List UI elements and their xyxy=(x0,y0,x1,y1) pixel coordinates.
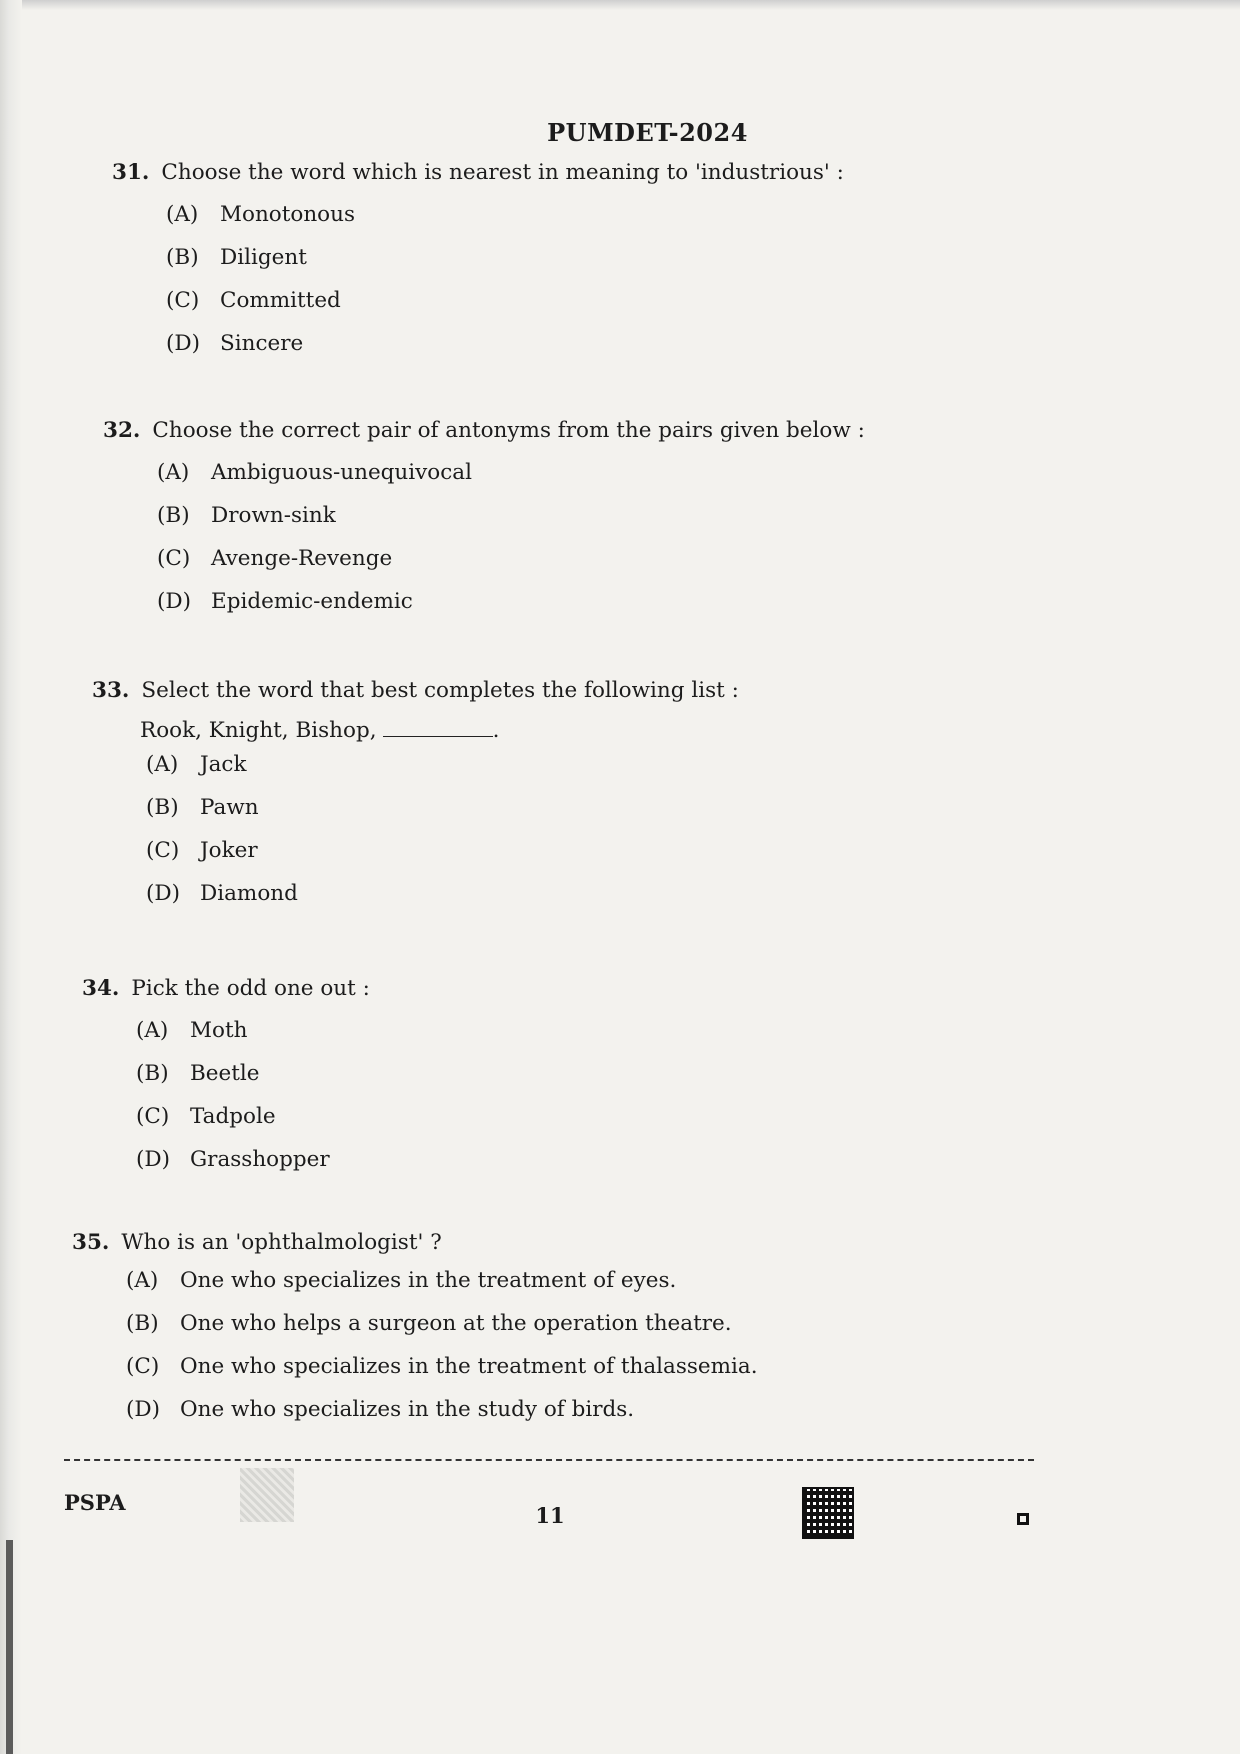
option-text: Moth xyxy=(190,1018,248,1044)
option-text: Epidemic-endemic xyxy=(211,589,413,615)
option-label: (C) xyxy=(136,1104,170,1130)
question-32 xyxy=(103,418,865,624)
option-a xyxy=(166,194,844,237)
option-text: Committed xyxy=(220,288,341,314)
page-number: 11 xyxy=(535,1503,565,1528)
question-number: 34. xyxy=(82,976,120,1001)
page-title: PUMDET-2024 xyxy=(547,118,748,147)
question-text: Choose the correct pair of antonyms from the pairs given below : xyxy=(152,418,865,443)
option-label: (D) xyxy=(157,589,192,615)
corner-square-icon xyxy=(1017,1513,1029,1525)
option-label: (B) xyxy=(136,1061,169,1087)
option-b xyxy=(126,1303,758,1346)
answer-blank xyxy=(383,736,493,737)
option-text: Ambiguous-unequivocal xyxy=(211,460,472,486)
option-label: (C) xyxy=(126,1354,160,1380)
question-text: Choose the word which is nearest in meaning to 'industrious' : xyxy=(161,160,844,185)
option-list xyxy=(126,1260,758,1432)
option-text: Tadpole xyxy=(190,1104,276,1130)
option-text: Beetle xyxy=(190,1061,260,1087)
option-list xyxy=(146,744,739,916)
option-a xyxy=(126,1260,758,1303)
footer-divider xyxy=(64,1459,1034,1461)
option-label: (A) xyxy=(136,1018,169,1044)
option-c xyxy=(126,1346,758,1389)
option-text: Grasshopper xyxy=(190,1147,330,1173)
option-label: (C) xyxy=(166,288,200,314)
option-a xyxy=(146,744,739,787)
option-label: (A) xyxy=(146,752,179,778)
option-list xyxy=(166,194,844,366)
option-d xyxy=(126,1389,758,1432)
option-text: One who specializes in the treatment of thalassemia. xyxy=(180,1354,758,1380)
question-number: 32. xyxy=(103,418,141,443)
option-label: (D) xyxy=(126,1397,161,1423)
option-text: Avenge-Revenge xyxy=(211,546,393,572)
option-list xyxy=(136,1010,370,1182)
option-b xyxy=(157,495,865,538)
question-list-line xyxy=(140,718,739,744)
option-label: (C) xyxy=(146,838,180,864)
option-label: (B) xyxy=(166,245,199,271)
option-text: Pawn xyxy=(200,795,259,821)
option-d xyxy=(166,323,844,366)
scan-top-edge xyxy=(0,0,1240,10)
option-text: Diligent xyxy=(220,245,307,271)
option-d xyxy=(146,873,739,916)
option-text: Monotonous xyxy=(220,202,356,228)
option-c xyxy=(136,1096,370,1139)
question-number: 31. xyxy=(112,160,150,185)
option-b xyxy=(166,237,844,280)
option-text: One who specializes in the treatment of eyes. xyxy=(180,1268,677,1294)
option-text: Drown-sink xyxy=(211,503,336,529)
question-text: Select the word that best completes the following list : xyxy=(141,678,739,703)
option-label: (B) xyxy=(146,795,179,821)
option-text: Jack xyxy=(200,752,247,778)
option-label: (A) xyxy=(166,202,199,228)
binding-mark xyxy=(6,1540,13,1754)
option-text: One who helps a surgeon at the operation theatre. xyxy=(180,1311,732,1337)
option-d xyxy=(136,1139,370,1182)
option-d xyxy=(157,581,865,624)
option-c xyxy=(146,830,739,873)
option-a xyxy=(136,1010,370,1053)
option-text: Diamond xyxy=(200,881,298,907)
option-label: (A) xyxy=(126,1268,159,1294)
option-a xyxy=(157,452,865,495)
question-text: Pick the odd one out : xyxy=(131,976,370,1001)
question-number: 35. xyxy=(72,1230,110,1255)
question-33 xyxy=(92,678,739,916)
question-34 xyxy=(82,976,370,1182)
option-label: (D) xyxy=(146,881,181,907)
option-label: (B) xyxy=(157,503,190,529)
booklet-code: PSPA xyxy=(64,1490,126,1515)
option-label: (A) xyxy=(157,460,190,486)
option-label: (D) xyxy=(166,331,201,357)
option-c xyxy=(166,280,844,323)
option-c xyxy=(157,538,865,581)
option-label: (C) xyxy=(157,546,191,572)
question-text: Who is an 'ophthalmologist' ? xyxy=(121,1230,442,1255)
question-number: 33. xyxy=(92,678,130,703)
list-text: Rook, Knight, Bishop, xyxy=(140,717,377,743)
question-35 xyxy=(72,1230,758,1432)
option-label: (B) xyxy=(126,1311,159,1337)
option-text: Joker xyxy=(200,838,258,864)
list-period: . xyxy=(492,717,500,743)
option-text: One who specializes in the study of birds. xyxy=(180,1397,635,1423)
scan-left-edge xyxy=(0,0,22,1754)
question-31 xyxy=(112,160,844,366)
option-b xyxy=(136,1053,370,1096)
option-b xyxy=(146,787,739,830)
option-list xyxy=(157,452,865,624)
qr-code-icon xyxy=(802,1487,854,1539)
option-label: (D) xyxy=(136,1147,171,1173)
option-text: Sincere xyxy=(220,331,304,357)
